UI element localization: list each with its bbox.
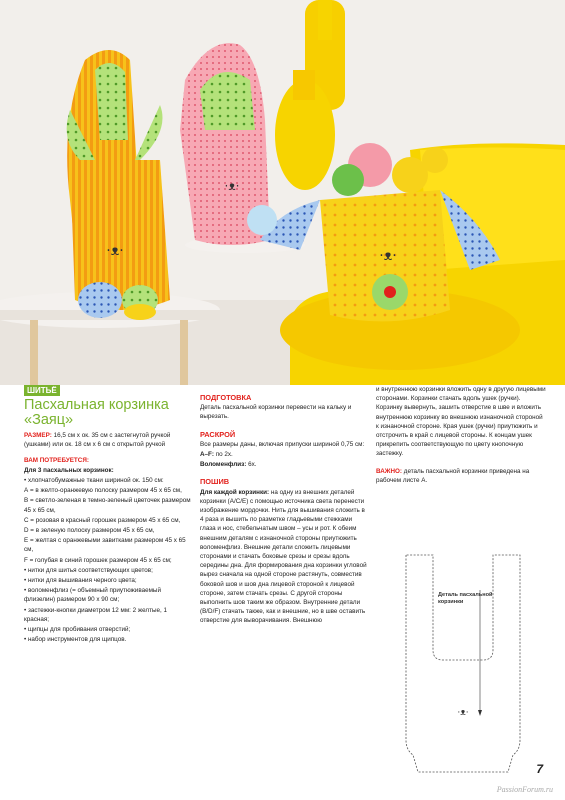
materials-header: ВАМ ПОТРЕБУЕТСЯ: [24, 456, 89, 464]
svg-text:·ᴥ·: ·ᴥ· [106, 243, 124, 259]
pattern-outline [398, 550, 528, 780]
list-item: F = голубая в синий горошек размером 45 х 65 см; [24, 556, 172, 564]
easter-baskets-illustration [0, 0, 565, 385]
list-item: С = розовая в красный горошек размером 45 х 65 см, [24, 516, 181, 524]
page-number: 7 [536, 762, 543, 776]
preparation-header: ПОДГОТОВКА [200, 393, 252, 402]
preparation-text: Деталь пасхальной корзинки перевести на кальку и вырезать. [200, 404, 352, 421]
materials-subheader: Для 3 пасхальных корзинок: [24, 466, 114, 474]
diagram-label: Деталь пасхальной корзинки [438, 592, 493, 605]
list-item: • застежки-кнопки диаметром 12 мм: 2 желтые, 1 красная; [24, 606, 168, 623]
column-2 [200, 393, 368, 627]
list-item: • воломенфлиз (= объемный приутюживаемый флизелин) размером 90 х 90 см; [24, 587, 161, 604]
sewing-text: Для каждой корзинки: на одну из внешних деталей корзинки (A/C/E) с помощью источника света перенести изображение мордочки. Нить для вышивания сложить в 4 раза и вышить по разметке гладьевыми стежками глаза и нос, стебельчатым швом – усы и рот. К обеим внешним деталям с изнаночной стороны приутюжить воломенфлиз. Внешние детали сложить лицевыми сторонами и стачать боковые срезы и срезы вдоль середины дна. Для формирования дна корзинки угловой вырез сначала на одной стороне растянуть, совместив боковой шов и шов дна лицевой стороной к лицевой стороне, затем стачать срезы. С другой стороны выполнить шов таким же образом. Внутренние детали (B/D/F) стачать также, как и внешние, но в шве оставить отверстие для выворачивания. Внешнюю [200, 488, 367, 625]
svg-text:·ᴥ·: ·ᴥ· [457, 708, 469, 718]
list-item: • хлопчатобумажные ткани шириной ок. 150 см: [24, 477, 164, 485]
cutting-line-2: Воломенфлиз: 6х. [200, 461, 257, 469]
column-3 [376, 385, 546, 486]
article-body [0, 385, 565, 800]
list-item: • нитки для вышивания черного цвета; [24, 577, 137, 585]
product-photo [0, 0, 565, 385]
svg-text:·ᴥ·: ·ᴥ· [379, 248, 397, 264]
list-item: • щипцы для пробивания отверстий; [24, 626, 131, 634]
article-title: Пасхальная корзинка «Заяц» [24, 397, 169, 429]
size-paragraph: РАЗМЕР: 16,5 см х ок. 35 см с застегнутой ручкой (ушками) или ок. 18 см х 6 см с открытой ручкой [24, 432, 171, 449]
sewing-continued: и внутреннюю корзинки вложить одну в другую лицевыми сторонами. Корзинки стачать вдоль ушек (ручки). Корзинку вывернуть, зашить отверстие в шве и вложить внутреннюю корзинку во внешнюю изнаночной стороной к изнаночной стороне. Края ушек (ручки) приутюжить и отстрочить в край с лицевой стороны. К концам ушек прикрепить соответствующую по цвету кнопочную застежку. [376, 386, 546, 458]
list-item: Е = желтая с оранжевыми завитками размером 45 х 65 см, [24, 537, 186, 554]
list-item: А = в желто-оранжевую полоску размером 45 х 65 см, [24, 487, 182, 495]
cutting-text: Все размеры даны, включая припуски шириной 0,75 см: [200, 440, 365, 448]
sewing-header: ПОШИВ [200, 477, 230, 487]
list-item: В = светло-зеленая в темно-зеленый цветочек размером 45 х 65 см, [24, 497, 191, 514]
materials-list [24, 476, 192, 644]
list-item: • набор инструментов для щипцов. [24, 636, 127, 644]
section-tag: ШИТЬЁ [24, 385, 60, 396]
cutting-line-1: A–F: по 2х. [200, 451, 233, 459]
svg-text:·ᴥ·: ·ᴥ· [224, 179, 240, 193]
important-note: ВАЖНО: деталь пасхальной корзинки приведена на рабочем листе А. [376, 467, 530, 484]
list-item: • нитки для шитья соответствующих цветов; [24, 566, 153, 574]
list-item: D = в зеленую полоску размером 45 х 65 см, [24, 527, 155, 535]
cutting-header: РАСКРОЙ [200, 429, 236, 439]
watermark: PassionForum.ru [496, 785, 553, 794]
column-1 [24, 385, 192, 645]
pattern-diagram [398, 550, 528, 780]
